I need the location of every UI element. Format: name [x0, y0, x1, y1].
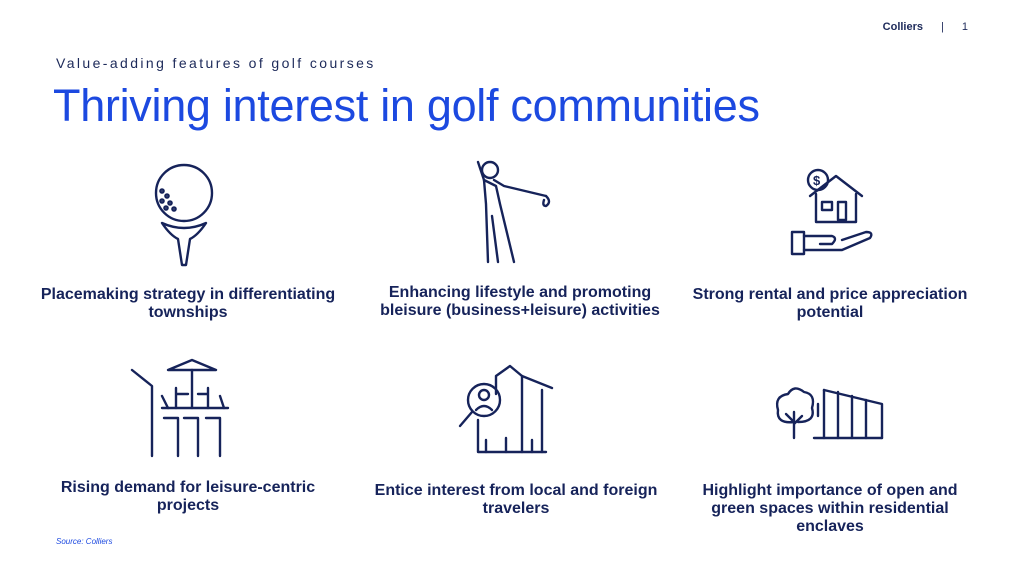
slide-subtitle: Value-adding features of golf courses [56, 55, 376, 71]
feature-label-leisure: Rising demand for leisure-centric projects [60, 479, 316, 514]
header-meta [883, 21, 968, 33]
page-number: 1 [961, 21, 968, 33]
header-separator: | [941, 21, 944, 33]
golfer-icon [470, 156, 554, 266]
traveler-city-icon [456, 360, 556, 456]
house-in-hand-icon [786, 162, 876, 262]
feature-label-green-spaces: Highlight importance of open and green spaces within residential enclaves [702, 482, 958, 535]
slide-title: Thriving interest in golf communities [53, 80, 760, 131]
feature-label-lifestyle: Enhancing lifestyle and promoting bleisure (business+leisure) activities [380, 284, 660, 319]
brand-name: Colliers [882, 21, 924, 33]
golf-ball-tee-icon [148, 163, 220, 273]
feature-label-travelers: Entice interest from local and foreign travelers [374, 482, 658, 517]
feature-label-rental: Strong rental and price appreciation potential [692, 286, 968, 321]
svg-text:$: $ [813, 173, 821, 188]
source-note: Source: Colliers [56, 537, 113, 546]
leisure-pavilion-icon [128, 358, 238, 458]
feature-label-placemaking: Placemaking strategy in differentiating townships [40, 286, 336, 321]
tree-green-space-icon [772, 382, 888, 442]
